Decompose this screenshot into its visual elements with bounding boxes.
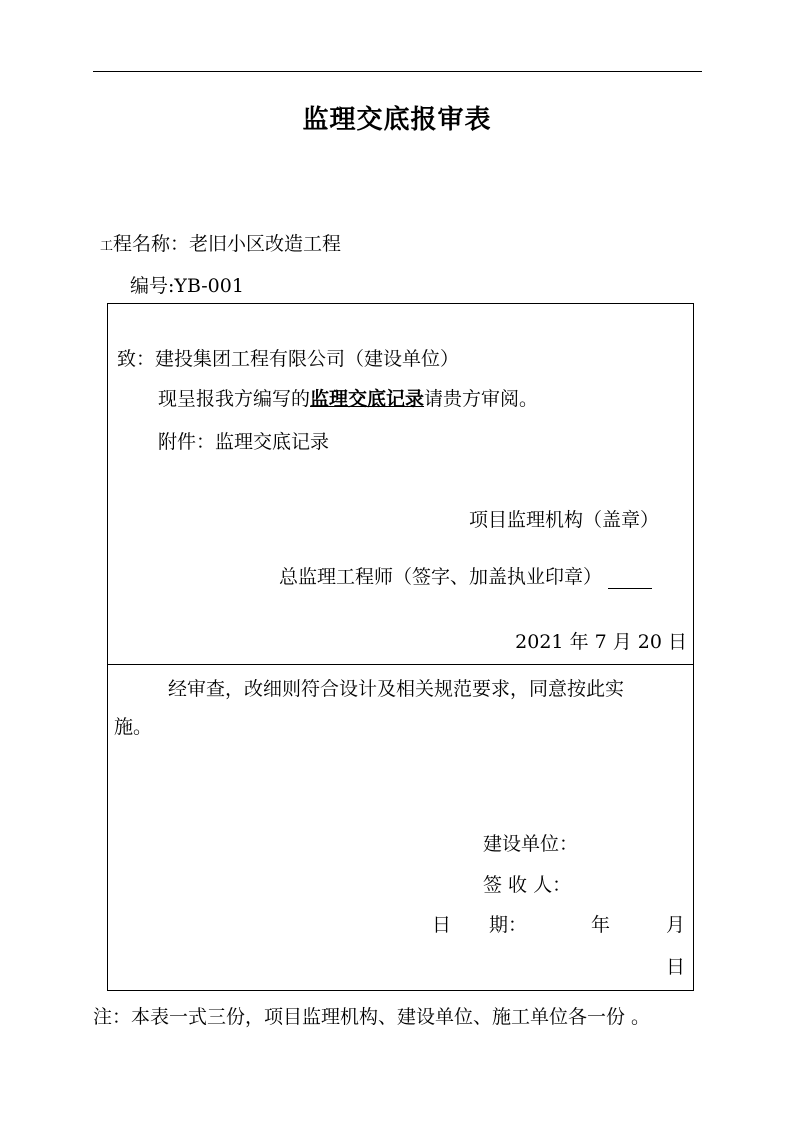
receiver-label: 签 收 人：: [483, 874, 572, 896]
project-label: 程名称：: [113, 233, 190, 255]
document-title: 监理交底报审表: [302, 105, 492, 135]
signature-blank: [608, 570, 652, 589]
attachment-value: 监理交底记录: [215, 431, 330, 453]
construction-unit-label: 建设单位：: [483, 833, 579, 855]
submission-row: [158, 384, 538, 411]
addressee-prefix: 致：: [117, 348, 156, 370]
top-rule: [93, 71, 702, 72]
addressee-row: [117, 344, 459, 371]
footnote: 注：本表一式三份，项目监理机构、建设单位、施工单位各一份 。: [93, 1006, 651, 1028]
submission-post: 请贵方审阅。: [424, 388, 539, 410]
submission-pre: 现呈报我方编写的: [158, 388, 311, 410]
project-name-value: 老旧小区改造工程: [189, 233, 342, 255]
addressee-value: 建投集团工程有限公司（建设单位）: [155, 348, 460, 370]
chief-sign-row: [279, 562, 652, 589]
project-name-row: [100, 229, 341, 256]
chief-sign-label: 总监理工程师（签字、加盖执业印章）: [278, 566, 602, 588]
review-date-label: 日 期：: [432, 914, 528, 936]
attachment-label: 附件：: [158, 431, 216, 453]
serial-label: 编号:: [130, 275, 175, 297]
opinion-line-1: 经审查，改细则符合设计及相关规范要求，同意按此实: [168, 678, 625, 700]
serial-row: [130, 271, 244, 298]
serial-value: YB-001: [174, 275, 244, 297]
org-seal: 项目监理机构（盖章）: [468, 509, 659, 531]
submission-highlight: 监理交底记录: [310, 388, 425, 410]
form-divider: [107, 664, 694, 665]
review-month-label: 月: [666, 914, 686, 936]
opinion-line-2: 施。: [114, 716, 153, 738]
review-year-label: 年: [591, 914, 611, 936]
review-day-label: 日: [666, 956, 686, 978]
attachment-row: [158, 427, 329, 454]
project-label-small: 工: [100, 239, 114, 254]
submission-date: 2021 年 7 月 20 日: [515, 631, 687, 653]
